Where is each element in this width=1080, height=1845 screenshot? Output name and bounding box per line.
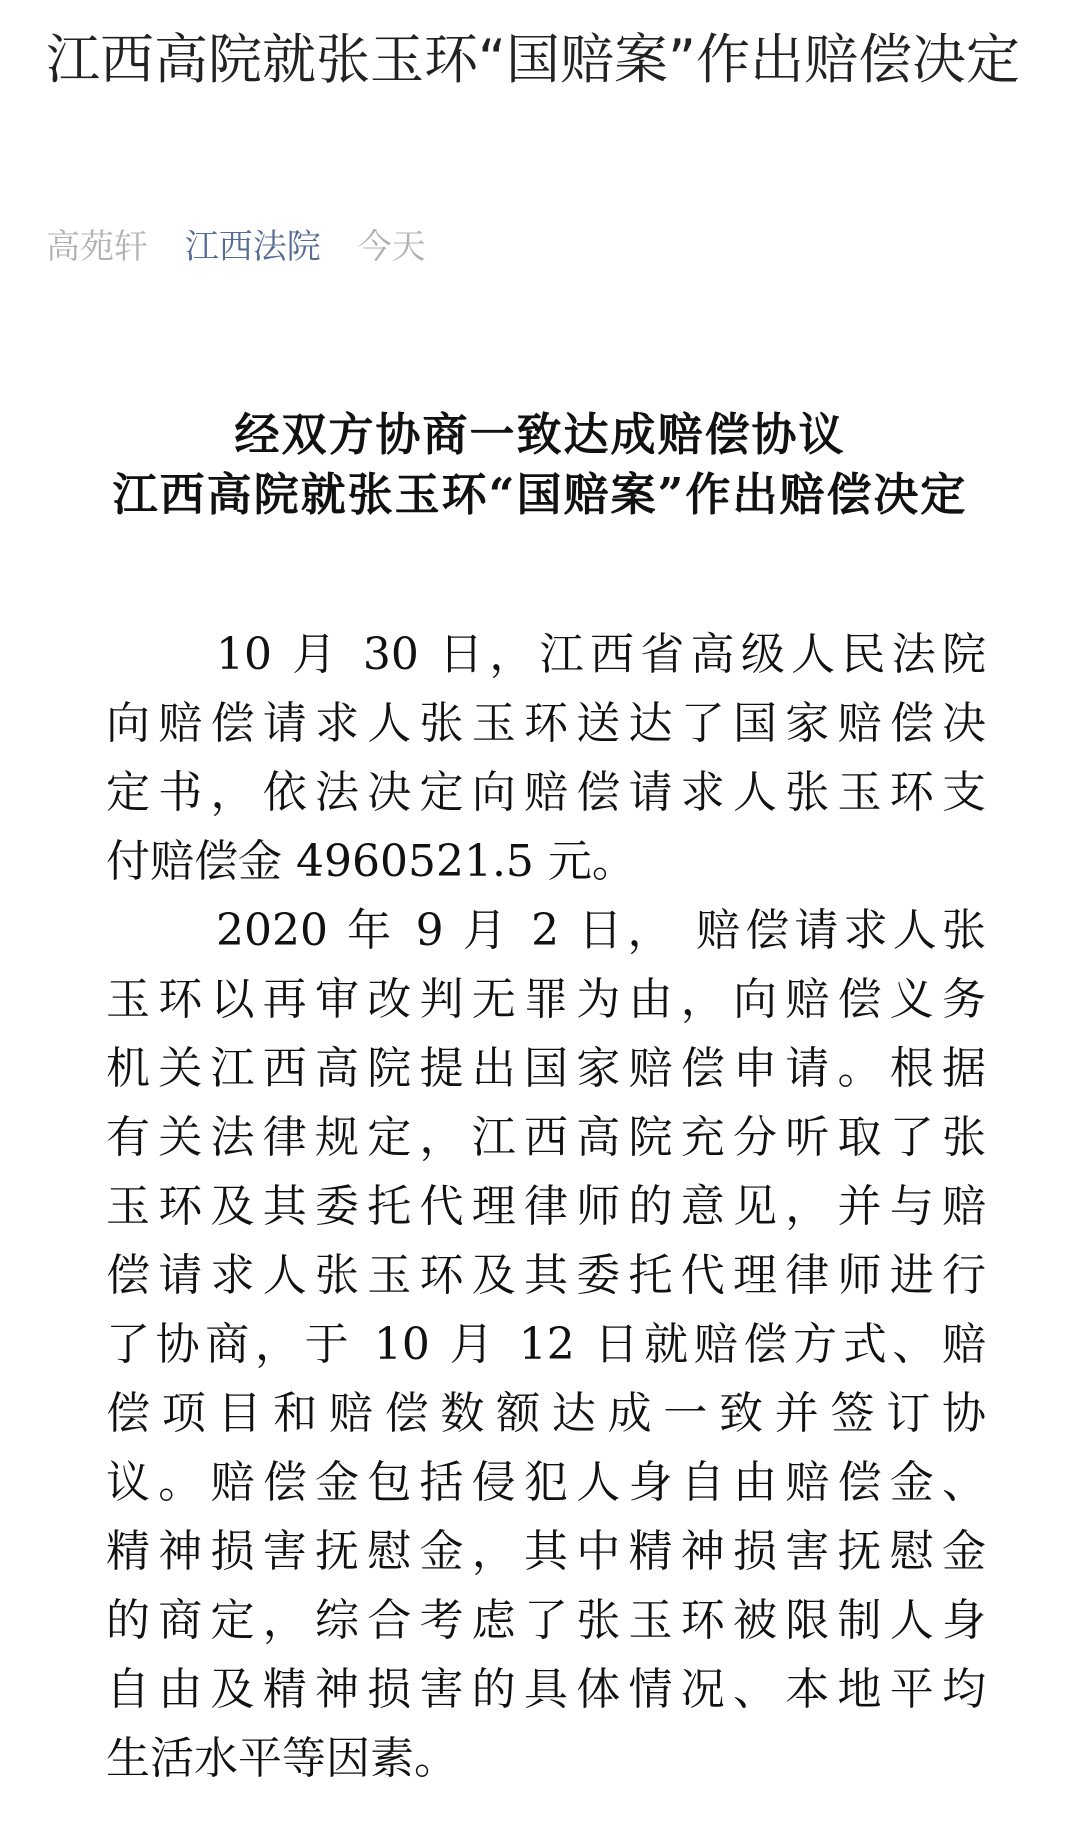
page-title: 江西高院就张玉环“国赔案”作出赔偿决定	[46, 28, 1020, 91]
heading-line: 江西高院就张玉环“国赔案”作出赔偿决定	[112, 468, 968, 521]
paragraph-line: 自由及精神损害的具体情况、本地平均	[106, 1664, 986, 1715]
paragraph-line: 生活水平等因素。	[106, 1733, 458, 1784]
paragraph-line: 机关江西高院提出国家赔偿申请。根据	[106, 1043, 986, 1094]
article-meta	[46, 222, 452, 272]
paragraph-line: 的商定，综合考虑了张玉环被限制人身	[106, 1595, 986, 1646]
paragraph-line: 向赔偿请求人张玉环送达了国家赔偿决	[106, 698, 986, 749]
paragraph-line: 有关法律规定，江西高院充分听取了张	[106, 1112, 986, 1163]
article-body	[106, 620, 986, 1793]
paragraph-line: 付赔偿金 4960521.5 元。	[106, 836, 636, 887]
heading-line: 经双方协商一致达成赔偿协议	[234, 408, 846, 461]
paragraph-line: 偿请求人张玉环及其委托代理律师进行	[106, 1250, 986, 1301]
paragraph-line: 偿项目和赔偿数额达成一致并签订协	[106, 1388, 986, 1439]
author-name: 高苑轩	[46, 227, 148, 267]
paragraph-line: 了协商，于 10 月 12 日就赔偿方式、赔	[106, 1319, 986, 1370]
publish-date: 今天	[357, 227, 426, 267]
paragraph-line: 玉环以再审改判无罪为由，向赔偿义务	[106, 974, 986, 1025]
article-heading	[0, 405, 1080, 525]
paragraph-line: 玉环及其委托代理律师的意见，并与赔	[106, 1181, 986, 1232]
paragraph-line: 2020 年 9 月 2 日， 赔偿请求人张	[216, 905, 986, 956]
paragraph-line: 定书，依法决定向赔偿请求人张玉环支	[106, 767, 986, 818]
account-link[interactable]: 江西法院	[184, 227, 321, 267]
paragraph-line: 10 月 30 日，江西省高级人民法院	[216, 629, 986, 680]
paragraph-line: 议。赔偿金包括侵犯人身自由赔偿金、	[106, 1457, 986, 1508]
paragraph-line: 精神损害抚慰金，其中精神损害抚慰金	[106, 1526, 986, 1577]
